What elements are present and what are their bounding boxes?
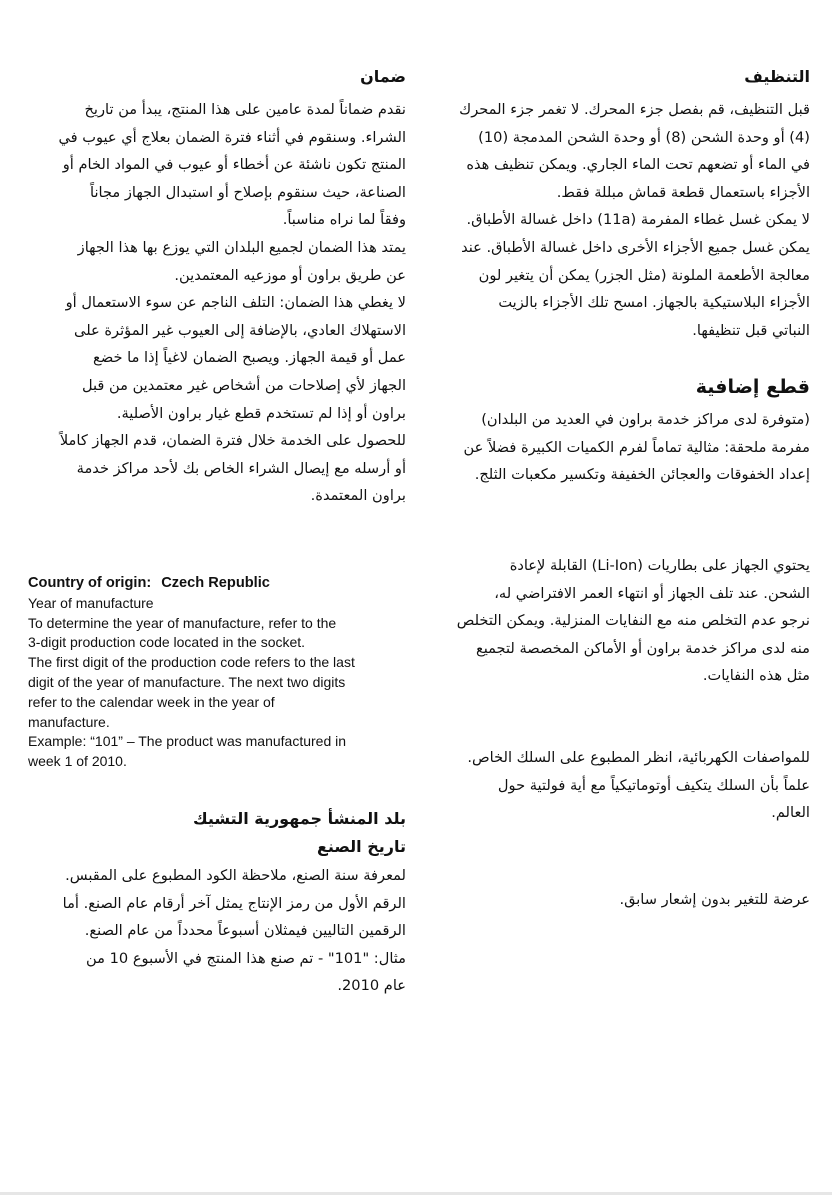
arabic-origin-section	[20, 808, 406, 1000]
accessories-section	[422, 374, 810, 489]
guarantee-line: براون المعتمدة.	[310, 487, 406, 505]
guarantee-line: براون أو إذا لم تستخدم قطع غيار براون الأصلية.	[116, 404, 406, 422]
cleaning-line: معالجة الأطعمة الملونة (مثل الجزر) يمكن أن يتغير لون	[478, 266, 810, 284]
accessories-line: مفرمة ملحقة: مثالية تماماً لفرم الكميات الكبيرة فضلاً عن	[463, 438, 810, 456]
guarantee-line: لا يغطي هذا الضمان: التلف الناجم عن سوء الاستعمال أو	[65, 294, 406, 312]
english-line: The first digit of the production code refers to the last	[28, 654, 355, 671]
cleaning-line: في الماء أو تضعهم تحت الماء الجاري. ويمكن تنظيف هذه	[466, 156, 810, 174]
country-of-origin	[28, 574, 408, 594]
specs-line: للمواصفات الكهربائية، انظر المطبوع على السلك الخاص.	[467, 749, 810, 766]
english-line: week 1 of 2010.	[28, 753, 127, 770]
manufacture-line: لمعرفة سنة الصنع، ملاحظة الكود المطبوع على المقبس.	[65, 867, 406, 884]
manufacture-line: الرقم الأول من رمز الإنتاج يمثل آخر أرقام عام الصنع. أما	[62, 894, 406, 912]
guarantee-line: الشراء. وسنقوم في أثناء فترة الضمان بعلاج أي عيوب في	[58, 128, 406, 146]
accessories-heading: قطع إضافية	[695, 376, 810, 398]
english-origin-section	[28, 574, 408, 772]
manufacture-line: عام 2010.	[337, 977, 406, 995]
notice-line: عرضة للتغير بدون إشعار سابق.	[619, 891, 810, 908]
english-line: To determine the year of manufacture, refer to the	[28, 614, 337, 631]
specs-line: علماً بأن السلك يتكيف أوتوماتيكياً مع أية فولتية حول	[497, 776, 810, 794]
cleaning-line: (4) أو وحدة الشحن (8) أو وحدة الشحن المدمجة (10)	[478, 128, 810, 146]
cleaning-line: النباتي قبل تنظيفها.	[692, 321, 810, 339]
battery-line: منه لدى مراكز خدمة براون أو الأماكن المخصصة لتجميع	[475, 639, 810, 657]
english-line: Year of manufacture	[28, 594, 154, 611]
manufacture-line: الرقمين التاليين فيمثلان أسبوعاً محدداً من عام الصنع.	[84, 922, 406, 940]
guarantee-line: الاستهلاك العادي، بالإضافة إلى العيوب غير المؤثرة على	[74, 321, 406, 339]
guarantee-line: يمتد هذا الضمان لجميع البلدان التي يوزع بها هذا الجهاز	[77, 238, 406, 256]
origin-value: Czech Republic	[161, 575, 270, 591]
battery-line: مثل هذه النفايات.	[702, 667, 810, 685]
battery-line: يحتوي الجهاز على بطاريات (Li-Ion) القابلة لإعادة	[509, 557, 810, 574]
guarantee-section	[20, 66, 406, 510]
guarantee-line: عمل أو قيمة الجهاز. ويصبح الضمان لاغياً إذا ما خضع	[93, 349, 406, 367]
english-line: digit of the year of manufacture. The next two digits	[28, 673, 346, 690]
guarantee-line: نقدم ضماناً لمدة عامين على هذا المنتج، يبدأ من تاريخ	[84, 101, 406, 118]
guarantee-heading: ضمان	[360, 67, 406, 86]
guarantee-line: عن طريق براون أو موزعيه المعتمدين.	[174, 266, 406, 284]
guarantee-line: أو أرسله مع إيصال الشراء الخاص بك لأحد مراكز خدمة	[76, 459, 406, 477]
specs-section	[422, 744, 810, 827]
english-line: manufacture.	[28, 713, 110, 730]
cleaning-line: الأجزاء باستعمال قطعة قماش مبللة فقط.	[556, 183, 810, 201]
guarantee-line: المنتج تكون ناشئة عن أخطاء أو عيوب في المواد الخام أو	[62, 156, 406, 174]
manufacture-line: مثال: "101" - تم صنع هذا المنتج في الأسبوع 10 من	[86, 949, 406, 967]
accessories-line: إعداد الخفوقات والعجائن الخفيفة وتكسير مكعبات الثلج.	[474, 466, 810, 484]
battery-section	[422, 552, 810, 690]
guarantee-line: للحصول على الخدمة خلال فترة الضمان، قدم الجهاز كاملاً	[59, 432, 406, 450]
cleaning-line: الأجزاء البلاستيكية بالجهاز. امسح تلك الأجزاء بالزيت	[498, 294, 810, 312]
battery-line: الشحن. عند تلف الجهاز أو انتهاء العمر الافتراضي له،	[494, 584, 810, 602]
cleaning-heading: التنظيف	[744, 67, 810, 86]
cleaning-line: يمكن غسل جميع الأجزاء الأخرى داخل غسالة الأطباق. عند	[461, 238, 810, 256]
guarantee-line: الصناعة، حيث سنقوم بإصلاح أو استبدال الجهاز مجاناً	[90, 183, 406, 201]
battery-line: نرجو عدم التخلص منه مع النفايات المنزلية. ويمكن التخلص	[456, 612, 810, 630]
arabic-origin-line: بلد المنشأ جمهورية التشيك	[192, 809, 406, 828]
english-line: Example: “101” – The product was manufactured in	[28, 733, 347, 750]
cleaning-line: قبل التنظيف، قم بفصل جزء المحرك. لا تغمر جزء المحرك	[459, 101, 810, 118]
cleaning-line: لا يمكن غسل غطاء المفرمة (11a) داخل غسالة الأطباق.	[466, 211, 810, 229]
guarantee-line: وفقاً لما نراه مناسباً.	[282, 211, 406, 229]
guarantee-line: الجهاز لأي إصلاحات من أشخاص غير معتمدين من قبل	[81, 376, 406, 394]
accessories-line: (متوفرة لدى مراكز خدمة براون في العديد من البلدان)	[481, 411, 810, 428]
cleaning-section	[422, 66, 810, 344]
notice-section	[422, 886, 810, 914]
english-line: 3-digit production code located in the socket.	[28, 634, 306, 651]
manufacture-date-heading: تاريخ الصنع	[316, 837, 406, 856]
origin-label: Country of origin:	[28, 575, 152, 591]
english-line: refer to the calendar week in the year of	[28, 693, 275, 710]
specs-line: العالم.	[771, 804, 810, 822]
